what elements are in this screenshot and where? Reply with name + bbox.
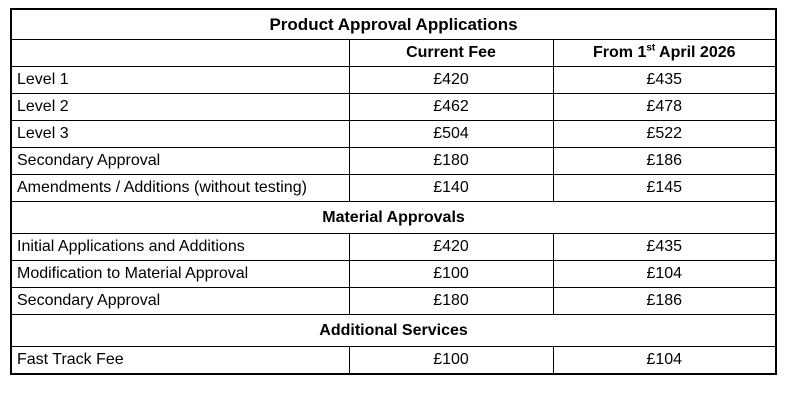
table-row: [11, 261, 776, 288]
column-header-row: [11, 40, 776, 67]
header-blank-cell: [11, 40, 349, 67]
current-fee-value: £100: [349, 261, 553, 288]
current-fee-value: £420: [349, 67, 553, 94]
table-row: [11, 347, 776, 375]
table-row: [11, 234, 776, 261]
header-from-date-suffix: April 2026: [655, 44, 736, 61]
row-label: Initial Applications and Additions: [11, 234, 349, 261]
fees-table-container: [10, 8, 777, 375]
table-row: [11, 94, 776, 121]
table-row: [11, 67, 776, 94]
future-fee-value: £435: [553, 67, 776, 94]
future-fee-value: £104: [553, 261, 776, 288]
row-label: Secondary Approval: [11, 148, 349, 175]
table-row: [11, 148, 776, 175]
table-row: [11, 121, 776, 148]
future-fee-value: £478: [553, 94, 776, 121]
future-fee-value: £145: [553, 175, 776, 202]
current-fee-value: £462: [349, 94, 553, 121]
row-label: Level 3: [11, 121, 349, 148]
fees-table: [10, 8, 777, 375]
header-current-fee: Current Fee: [349, 40, 553, 67]
future-fee-value: £522: [553, 121, 776, 148]
row-label: Secondary Approval: [11, 288, 349, 315]
table-row: [11, 175, 776, 202]
header-from-date: [553, 40, 776, 67]
row-label: Modification to Material Approval: [11, 261, 349, 288]
section-title: Material Approvals: [11, 202, 776, 234]
row-label: Fast Track Fee: [11, 347, 349, 375]
table-row: [11, 288, 776, 315]
current-fee-value: £140: [349, 175, 553, 202]
row-label: Amendments / Additions (without testing): [11, 175, 349, 202]
current-fee-value: £504: [349, 121, 553, 148]
current-fee-value: £180: [349, 288, 553, 315]
row-label: Level 1: [11, 67, 349, 94]
future-fee-value: £104: [553, 347, 776, 375]
future-fee-value: £435: [553, 234, 776, 261]
header-from-date-ordinal: st: [646, 42, 656, 54]
section-header-row: [11, 315, 776, 347]
future-fee-value: £186: [553, 148, 776, 175]
table-title-row: [11, 9, 776, 40]
current-fee-value: £100: [349, 347, 553, 375]
section-header-row: [11, 202, 776, 234]
section-title: Additional Services: [11, 315, 776, 347]
future-fee-value: £186: [553, 288, 776, 315]
current-fee-value: £420: [349, 234, 553, 261]
table-title: Product Approval Applications: [11, 9, 776, 40]
row-label: Level 2: [11, 94, 349, 121]
header-from-date-prefix: From 1: [593, 44, 647, 61]
current-fee-value: £180: [349, 148, 553, 175]
